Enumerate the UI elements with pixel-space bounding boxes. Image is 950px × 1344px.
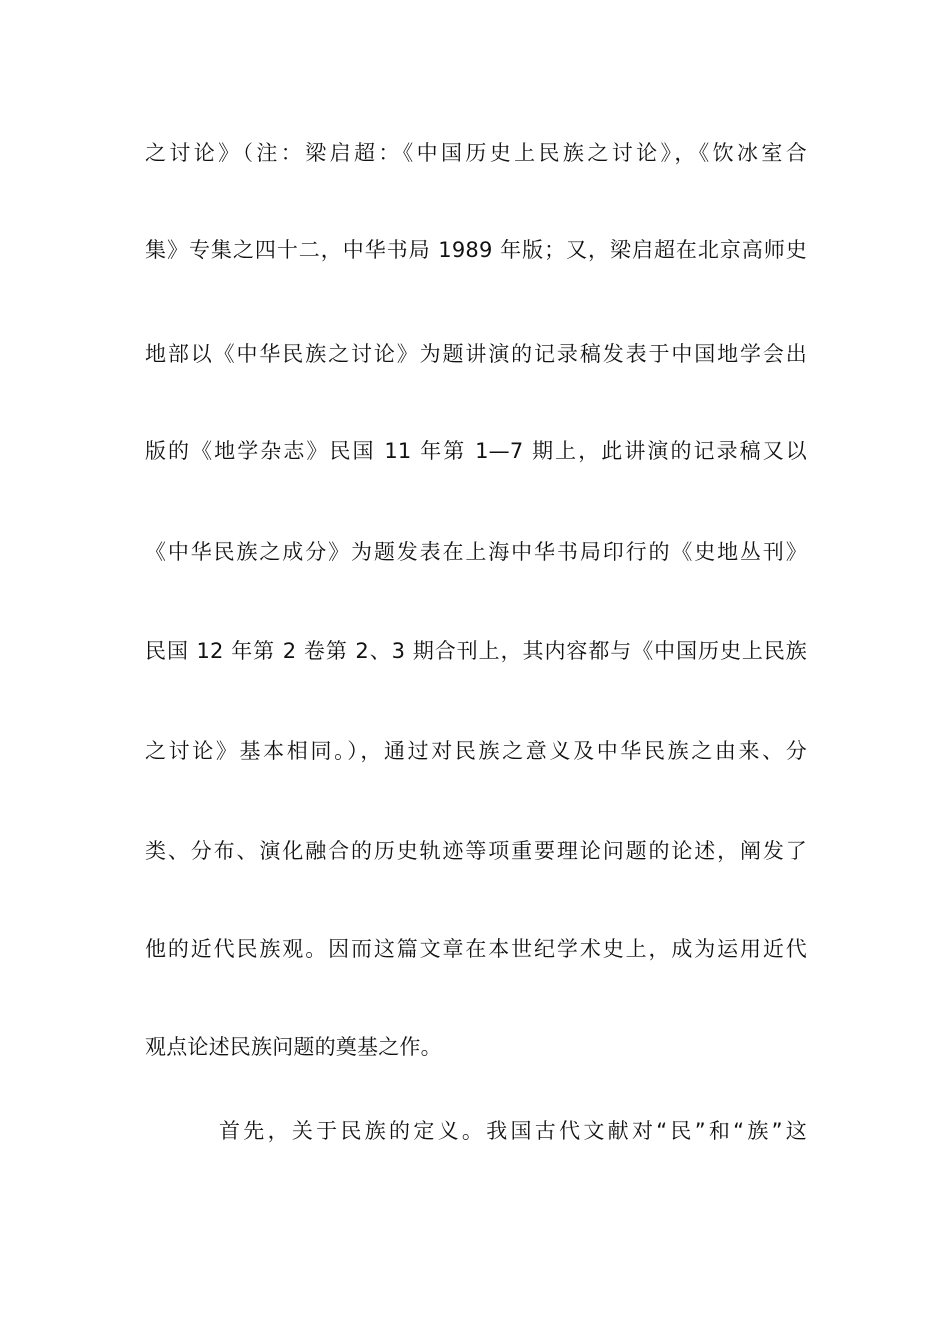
text-line: 集》专集之四十二，中华书局 1989 年版；又，梁启超在北京高师史	[145, 238, 807, 262]
text-line: 之讨论》基本相同。），通过对民族之意义及中华民族之由来、分	[145, 739, 807, 763]
text-line: 地部以《中华民族之讨论》为题讲演的记录稿发表于中国地学会出	[145, 342, 807, 366]
text-line: 版的《地学杂志》民国 11 年第 1—7 期上，此讲演的记录稿又以	[145, 439, 807, 463]
text-line: 民国 12 年第 2 卷第 2、3 期合刊上，其内容都与《中国历史上民族	[145, 639, 807, 663]
text-line: 观点论述民族问题的奠基之作。	[145, 1035, 442, 1059]
text-line: 他的近代民族观。因而这篇文章在本世纪学术史上，成为运用近代	[145, 937, 807, 961]
text-line: 之讨论》（注：梁启超：《中国历史上民族之讨论》，《饮冰室合	[145, 141, 807, 165]
text-line: 类、分布、演化融合的历史轨迹等项重要理论问题的论述，阐发了	[145, 839, 807, 863]
paragraph-start-line: 首先，关于民族的定义。我国古代文献对“民”和“族”这	[219, 1119, 807, 1143]
text-line: 《中华民族之成分》为题发表在上海中华书局印行的《史地丛刊》	[145, 540, 807, 564]
